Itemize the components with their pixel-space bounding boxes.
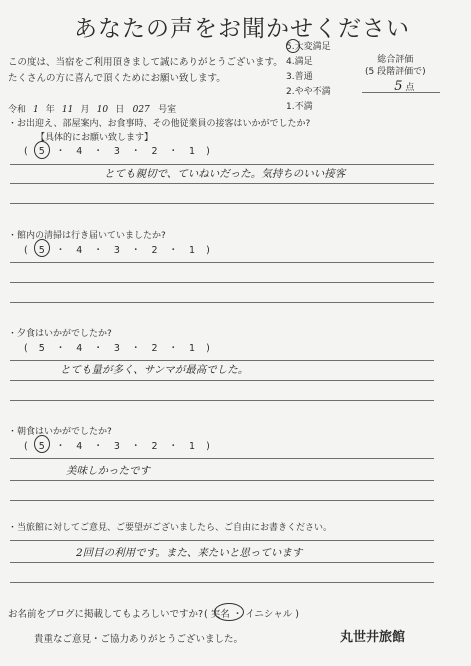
- answer-line: [10, 360, 434, 361]
- overall-score-sublabel: (5 段階評価で): [365, 67, 426, 77]
- day-value: 10: [96, 105, 109, 115]
- selected-rating-circle-breakfast: [34, 435, 50, 453]
- overall-score-box: [365, 54, 426, 94]
- answer-line: [10, 164, 434, 165]
- answer-line: [10, 282, 434, 283]
- answer-line: [10, 582, 434, 583]
- overall-score-unit: 点: [405, 83, 415, 93]
- intro-line-1: この度は、当宿をご利用頂きまして誠にありがとうございます。: [8, 57, 283, 68]
- answer-line: [10, 262, 434, 263]
- rating-level-5: 5.大変満足: [286, 42, 331, 52]
- inn-name: 丸世井旅館: [340, 630, 406, 645]
- answer-comments: 2回目の利用です。また、来たいと思っています: [76, 547, 303, 559]
- question-cleaning: ・館内の清掃は行き届いていましたか?: [8, 231, 166, 241]
- question-breakfast: ・朝食はいかがでしたか?: [8, 427, 112, 437]
- overall-score-value: 5: [394, 79, 403, 94]
- selected-rating-circle-service: [34, 141, 50, 159]
- selected-blog-option-circle: [214, 603, 244, 621]
- rating-scale-dinner: ( 5 ・ 4 ・ 3 ・ 2 ・ 1 ): [24, 343, 214, 354]
- thanks-message: 貴重なご意見・ご協力ありがとうございました。: [34, 634, 244, 645]
- blog-consent-question: お名前をブログに掲載してもよろしいですか?: [8, 609, 204, 620]
- answer-line: [10, 183, 434, 184]
- year-value: 1: [33, 105, 39, 115]
- answer-line: [10, 380, 434, 381]
- room-unit: 号室: [158, 105, 177, 115]
- answer-line: [10, 458, 434, 459]
- rating-level-4: 4.満足: [286, 57, 313, 67]
- page-title: あなたの声をお聞かせください: [74, 16, 410, 42]
- rating-scale-service: ( 5 ・ 4 ・ 3 ・ 2 ・ 1 ): [24, 146, 214, 157]
- answer-line: [10, 203, 434, 204]
- year-unit: 年: [45, 105, 55, 115]
- question-service: ・お出迎え、部屋案内、お食事時、その他従業員の接客はいかがでしたか?: [8, 119, 311, 129]
- rating-legend-circle-mark: [286, 39, 300, 53]
- score-underline: [362, 92, 440, 93]
- month-unit: 月: [80, 105, 90, 115]
- blog-consent-options: ( 実名 ・ イニシャル ): [204, 609, 299, 620]
- rating-scale-cleaning: ( 5 ・ 4 ・ 3 ・ 2 ・ 1 ): [24, 245, 214, 256]
- answer-breakfast: 美味しかったです: [66, 465, 150, 477]
- rating-level-2: 2.やや不満: [286, 87, 331, 97]
- selected-rating-circle-cleaning: [34, 239, 50, 257]
- answer-line: [10, 540, 434, 541]
- answer-service: とても親切で、ていねいだった。気持ちのいい接客: [104, 168, 346, 180]
- intro-line-2: たくさんの方に喜んで頂くためにお願い致します。: [8, 73, 226, 84]
- day-unit: 日: [115, 105, 125, 115]
- answer-line: [10, 562, 434, 563]
- stay-info: [8, 102, 176, 115]
- rating-level-3: 3.普通: [286, 72, 313, 82]
- answer-dinner: とても量が多く、サンマが最高でした。: [60, 364, 249, 376]
- answer-line: [10, 400, 434, 401]
- question-service-note: 【具体的にお願い致します】: [36, 133, 154, 143]
- answer-line: [10, 500, 434, 501]
- rating-scale-breakfast: ( 5 ・ 4 ・ 3 ・ 2 ・ 1 ): [24, 441, 214, 452]
- answer-line: [10, 302, 434, 303]
- era-label: 令和: [8, 105, 27, 115]
- room-value: 027: [132, 105, 150, 115]
- overall-score-label: 総合評価: [377, 55, 414, 65]
- rating-level-1: 1.不満: [286, 102, 313, 112]
- answer-line: [10, 480, 434, 481]
- question-comments: ・当旅館に対してご意見、ご要望がございましたら、ご自由にお書きください。: [8, 523, 333, 533]
- question-dinner: ・夕食はいかがでしたか?: [8, 329, 112, 339]
- month-value: 11: [61, 105, 74, 115]
